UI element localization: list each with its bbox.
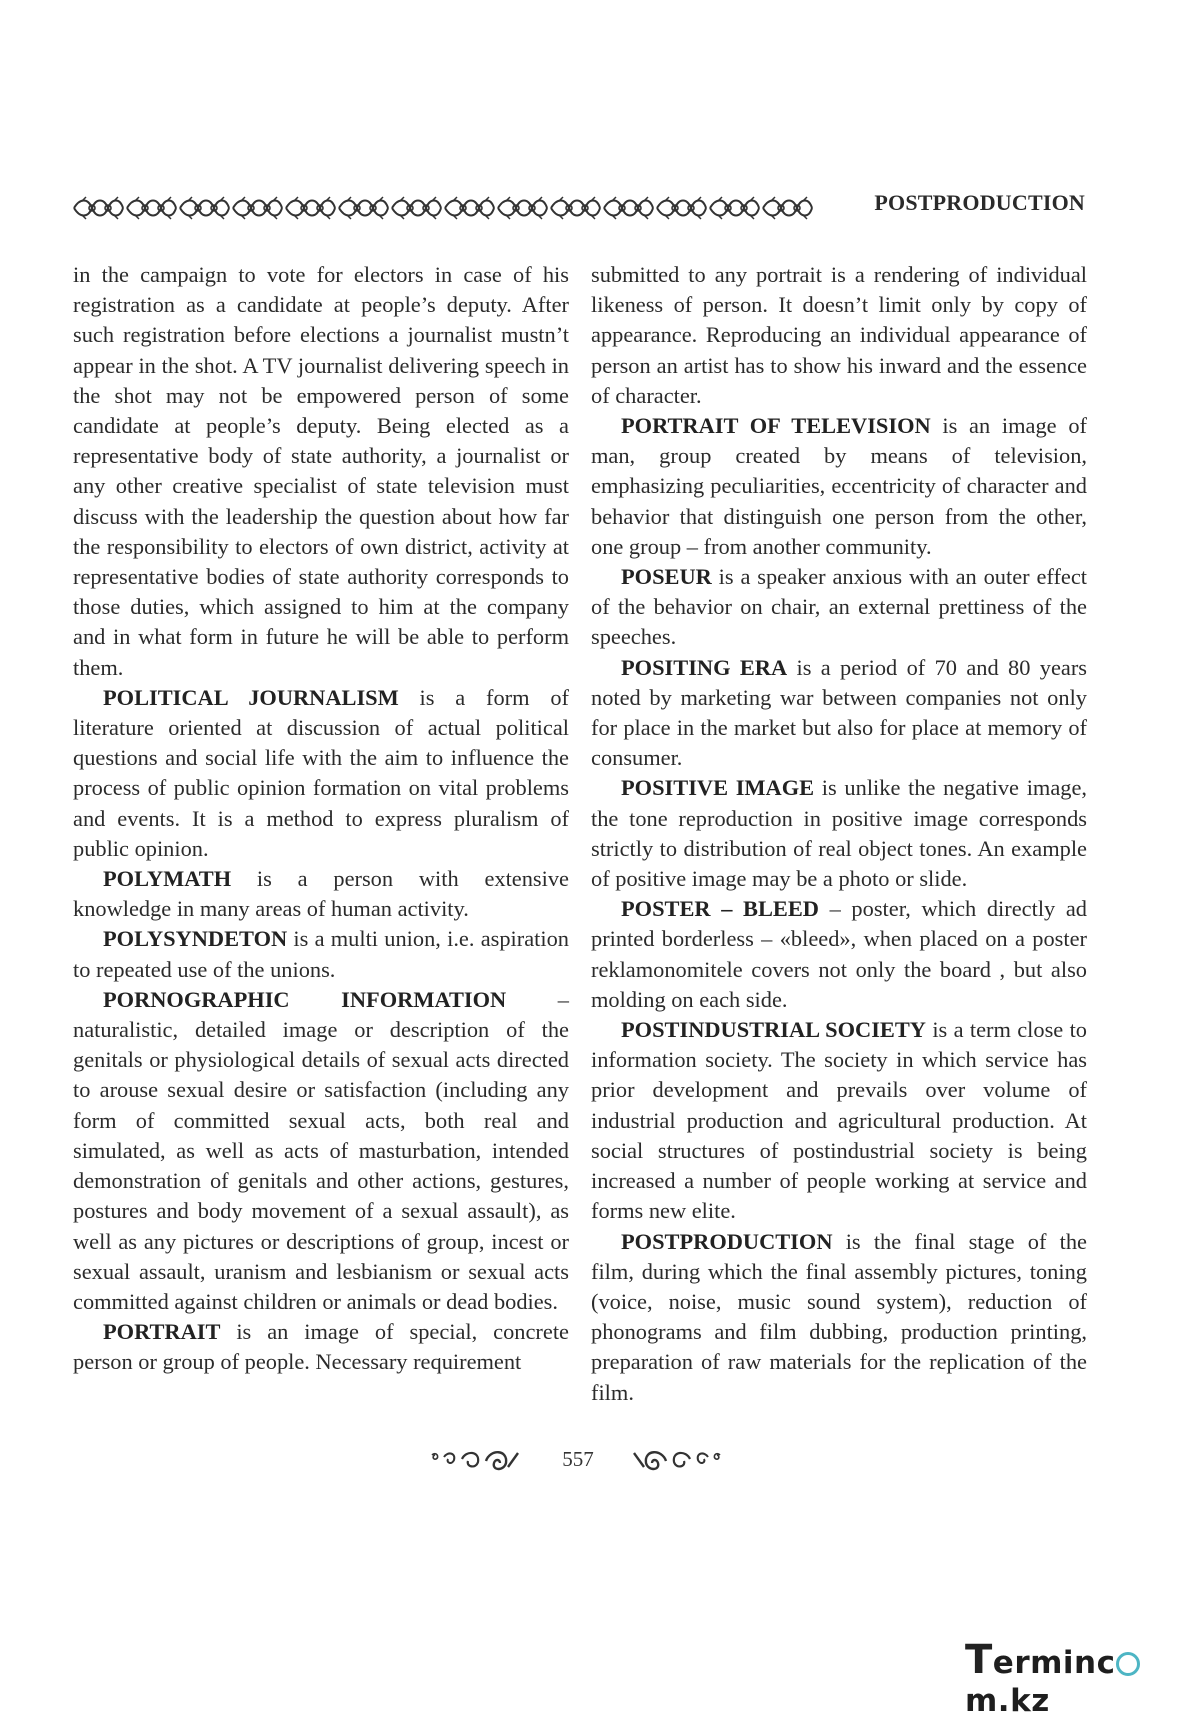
logo-ring-icon: [1116, 1652, 1140, 1676]
entry-term: POLITICAL JOURNALISM: [103, 684, 399, 710]
entry-definition: – naturalistic, detailed image or description of the genitals or physiological details of sexual acts directed to arouse sexual desire or satisfaction (including any form of committed sexual acts, both real and simulated, as well as acts of masturbation, intended demonstration of genitals and other actions, gestures, postures and body movement of a sexual assault), as well as any pictures or descriptions of group, incest or sexual assault, uranism and lesbianism or sexual acts committed against children or animals or dead bodies.: [73, 986, 569, 1314]
entry-postindustrial-society: [591, 1015, 1087, 1226]
entry-definition: is a form of literature oriented at discussion of actual political questions and social life with the aim to influence the process of public opinion formation on vital problems and events. It is a method to express pluralism of public opinion.: [73, 684, 569, 861]
entry-portrait-of-television: [591, 411, 1087, 562]
page-number: 557: [562, 1447, 594, 1471]
paragraph-continuation: in the campaign to vote for electors in case of his registration as a candidate at people’s deputy. After such registration before elections a journalist mustn’t appear in the shot. A TV journalist delivering speech in the shot may not be empowered person of some candidate at people’s deputy. Being elected as a representative body of state authority, a journalist or any other creative specialist of state television must discuss with the leadership the question about how far the responsibility to electors of own district, activity at representative bodies of state authority corresponds to those duties, which assigned to him at the company and in what form in future he will be able to perform them.: [73, 262, 569, 680]
entry-positing-era: [591, 653, 1087, 774]
entry-term: POLYMATH: [103, 866, 232, 892]
entry-poseur: [591, 562, 1087, 653]
logo-text-part1: erminc: [992, 1645, 1116, 1681]
paragraph-continuation: submitted to any portrait is a rendering of individual likeness of person. It doesn’t limit only by copy of appearance. Reproducing an individual appearance of person an artist has to show his inward and the essence of character.: [591, 262, 1087, 408]
logo-letter-t: T: [965, 1637, 993, 1683]
entry-polymath: [73, 864, 569, 924]
entry-portrait: [73, 1317, 569, 1377]
logo-text-part2: m.kz: [965, 1683, 1050, 1719]
entry-definition: is a speaker anxious with an outer effect of the behavior on chair, an external prettiness of the speeches.: [591, 564, 1087, 650]
entry-definition: is an image of man, group created by means of television, emphasizing peculiarities, eccentricity of character and behavior that distinguish one person from the other, one group – from another community.: [591, 413, 1087, 559]
entry-definition: is a term close to information society. The society in which service has prior development and prevails over volume of industrial production and agricultural production. At social structures of postindustrial society is being increased a number of people working at service and forms new elite.: [591, 1017, 1087, 1224]
entry-term: POSEUR: [621, 564, 712, 590]
entry-political-journalism: [73, 683, 569, 864]
page-footer: [0, 1447, 1191, 1477]
entry-definition: is a multi union, i.e. aspiration to repeated use of the unions.: [73, 926, 569, 982]
entry-term: POSITIVE IMAGE: [621, 775, 815, 801]
termincom-watermark-logo: [965, 1637, 1175, 1719]
entry-positive-image: [591, 773, 1087, 894]
entry-term: POSTPRODUCTION: [621, 1228, 833, 1254]
entry-polysyndeton: [73, 924, 569, 984]
entry-term: POLYSYNDETON: [103, 926, 288, 952]
entry-term: PORTRAIT OF TELEVISION: [621, 413, 931, 439]
entry-definition: – poster, which directly ad printed borderless – «bleed», when placed on a poster reklamonomitele covers not only the board , but also molding on each side.: [591, 896, 1088, 1012]
entry-pornographic-information: [73, 985, 569, 1317]
entry-term: PORNOGRAPHIC INFORMATION: [103, 986, 507, 1012]
entry-postproduction: [591, 1227, 1087, 1408]
right-column: [591, 260, 1087, 1408]
entry-definition: is a period of 70 and 80 years noted by marketing war between companies not only for place in the market but also for place at memory of consumer.: [591, 654, 1087, 771]
entry-poster-bleed: [591, 894, 1087, 1015]
entry-term: POSITING ERA: [621, 654, 788, 680]
left-column: [73, 260, 569, 1378]
running-head: POSTPRODUCTION: [874, 190, 1085, 215]
scroll-ornament-icon: [428, 1447, 520, 1473]
scroll-ornament-icon: [632, 1447, 724, 1473]
header-ornament-icon: [72, 194, 814, 222]
entry-definition: is unlike the negative image, the tone reproduction in positive image corresponds strictly to distribution of real object tones. An example of positive image may be a photo or slide.: [591, 775, 1088, 892]
entry-term: PORTRAIT: [103, 1319, 221, 1345]
entry-definition: is a person with extensive knowledge in many areas of human activity.: [73, 866, 569, 922]
entry-definition: is an image of special, concrete person or group of people. Necessary requirement: [73, 1319, 569, 1375]
entry-definition: is the final stage of the film, during which the final assembly pictures, toning (voice, noise, music sound system), reduction of phonograms and film dubbing, production printing, preparation of raw materials for the replication of the film.: [591, 1228, 1087, 1405]
entry-term: POSTER – BLEED: [621, 896, 819, 922]
entry-term: POSTINDUSTRIAL SOCIETY: [621, 1017, 926, 1043]
